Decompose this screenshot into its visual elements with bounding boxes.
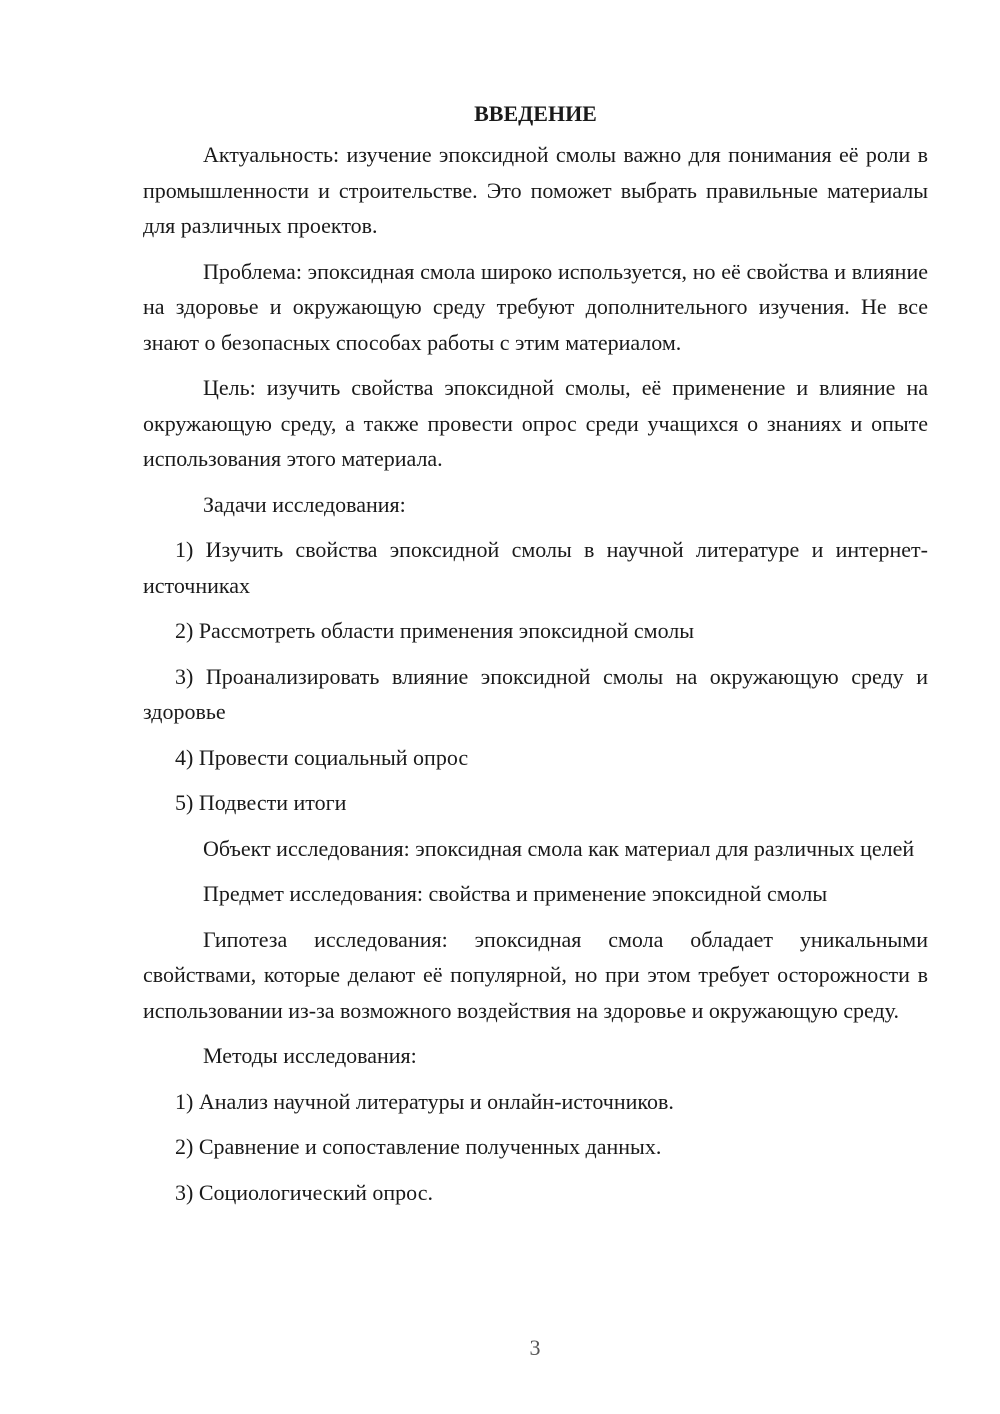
paragraph-object: Объект исследования: эпоксидная смола как материал для различных целей [203, 835, 915, 861]
page-number: 3 [529, 1335, 541, 1360]
list-item-method-3: 3) Социологический опрос. [175, 1179, 433, 1205]
list-item-method-1: 1) Анализ научной литературы и онлайн-источников. [175, 1088, 674, 1114]
paragraph-tasks-heading: Задачи исследования: [203, 491, 406, 517]
paragraph-goal: Цель: изучить свойства эпоксидной смолы, её применение и влияние на окружающую среду, а также провести опрос среди учащихся о знаниях и опыте использования этого материала. [143, 375, 928, 471]
list-item-task-3: 3) Проанализировать влияние эпоксидной смолы на окружающую среду и здоровье [143, 663, 928, 724]
paragraph-problem: Проблема: эпоксидная смола широко используется, но её свойства и влияние на здоровье и окружающую среду требуют дополнительного изучения. Не все знают о безопасных способах работы с этим материалом. [143, 258, 928, 355]
page-content [143, 96, 928, 1220]
paragraph-subject: Предмет исследования: свойства и применение эпоксидной смолы [203, 881, 828, 906]
list-item-task-5: 5) Подвести итоги [175, 790, 347, 815]
paragraph-hypothesis: Гипотеза исследования: эпоксидная смола обладает уникальными свойствами, которые делают её популярной, но при этом требует осторожности в использовании из-за возможного воздействия на здоровье и окружающую среду. [143, 926, 928, 1023]
list-item-task-1: 1) Изучить свойства эпоксидной смолы в научной литературе и интернет-источниках [143, 537, 928, 598]
list-item-task-4: 4) Провести социальный опрос [175, 744, 469, 770]
section-title: ВВЕДЕНИЕ [474, 101, 597, 126]
paragraph-relevance: Актуальность: изучение эпоксидной смолы важно для понимания её роли в промышленности и строительстве. Это поможет выбрать правильные материалы для различных проектов. [143, 142, 928, 238]
paragraph-methods-heading: Методы исследования: [203, 1043, 417, 1068]
list-item-method-2: 2) Сравнение и сопоставление полученных данных. [175, 1134, 662, 1159]
list-item-task-2: 2) Рассмотреть области применения эпоксидной смолы [175, 618, 695, 643]
